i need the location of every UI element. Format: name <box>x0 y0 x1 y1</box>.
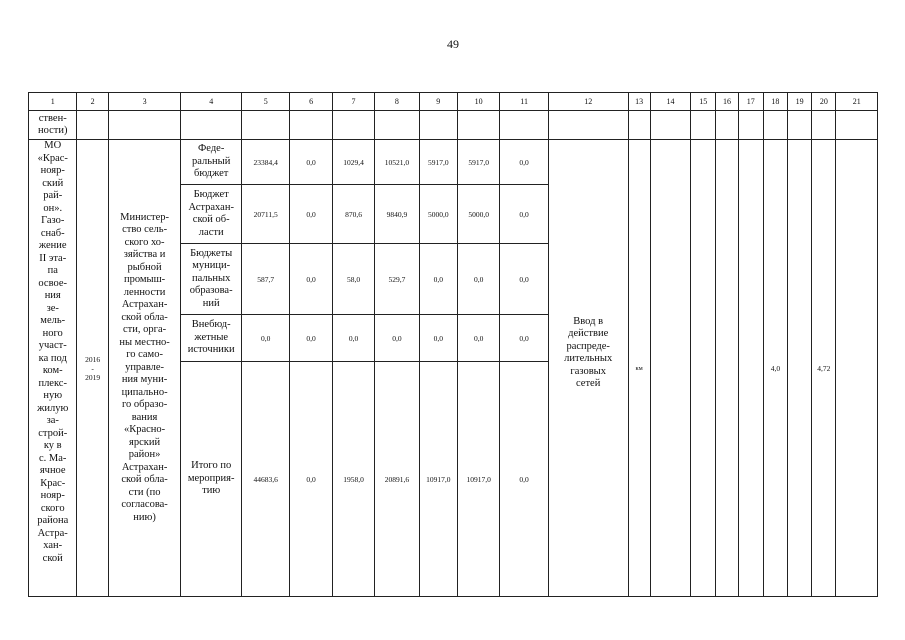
value-cell: 4,0 <box>763 140 787 597</box>
empty-cell <box>108 111 181 140</box>
total-value-cell: 0,0 <box>241 315 289 362</box>
empty-cell <box>738 140 763 597</box>
continuation-row <box>29 111 878 140</box>
empty-cell <box>290 111 332 140</box>
empty-cell <box>763 111 787 140</box>
value-cell: 5000,0 <box>457 185 499 244</box>
value-cell: 0,0 <box>457 315 499 362</box>
column-number: 19 <box>788 93 812 111</box>
value-cell: 0,0 <box>332 315 374 362</box>
value-cell: 5917,0 <box>457 140 499 185</box>
empty-cell <box>181 111 242 140</box>
value-cell: 0,0 <box>500 140 548 185</box>
column-number: 18 <box>763 93 787 111</box>
column-number: 1 <box>29 93 77 111</box>
total-value-cell: 23384,4 <box>241 140 289 185</box>
column-number: 17 <box>738 93 763 111</box>
value-cell: 0,0 <box>419 244 457 315</box>
empty-cell <box>628 111 650 140</box>
column-number: 13 <box>628 93 650 111</box>
project-name-cell: МО «Крас- нояр- ский рай- он». Газо- снаб- жение II эта- па освое- ния зе- мель- ного участ- ка под ком- плекс- ную жилую за- строй- ку в с. Ма- ячное Крас- нояр- ского района Астра- хан- ской <box>29 140 77 597</box>
value-cell: 0,0 <box>290 244 332 315</box>
empty-cell <box>650 140 690 597</box>
value-cell: 4,72 <box>812 140 836 597</box>
empty-cell <box>375 111 419 140</box>
column-number: 10 <box>457 93 499 111</box>
value-cell: 0,0 <box>375 315 419 362</box>
value-cell: 5000,0 <box>419 185 457 244</box>
value-cell: 1029,4 <box>332 140 374 185</box>
empty-cell <box>788 111 812 140</box>
empty-cell <box>548 111 628 140</box>
column-number: 14 <box>650 93 690 111</box>
empty-cell <box>77 111 108 140</box>
value-cell: 0,0 <box>290 185 332 244</box>
value-cell: 1958,0 <box>332 362 374 597</box>
total-value-cell: 44683,6 <box>241 362 289 597</box>
empty-cell <box>788 140 812 597</box>
funding-source-cell: Феде- ральный бюджет <box>181 140 242 185</box>
value-cell: 0,0 <box>457 244 499 315</box>
value-cell: 0,0 <box>500 244 548 315</box>
period-cell: 2016 - 2019 <box>77 140 108 597</box>
value-cell: 20891,6 <box>375 362 419 597</box>
column-number: 21 <box>836 93 878 111</box>
empty-cell <box>716 111 738 140</box>
column-number: 2 <box>77 93 108 111</box>
value-cell: 0,0 <box>500 362 548 597</box>
indicator-cell: Ввод в действие распреде- лительных газовых сетей <box>548 140 628 597</box>
column-number: 3 <box>108 93 181 111</box>
total-value-cell: 587,7 <box>241 244 289 315</box>
table-row <box>29 140 878 185</box>
value-cell: 0,0 <box>290 315 332 362</box>
value-cell: 0,0 <box>500 185 548 244</box>
column-number: 20 <box>812 93 836 111</box>
value-cell: 5917,0 <box>419 140 457 185</box>
value-cell: 10521,0 <box>375 140 419 185</box>
column-number: 16 <box>716 93 738 111</box>
column-number: 4 <box>181 93 242 111</box>
empty-cell <box>716 140 738 597</box>
funding-source-cell: Итого по мероприя- тию <box>181 362 242 597</box>
executor-cell: Министер- ство сель- ского хо- зяйства и рыбной промыш- ленности Астрахан- ской обла- сти, орга- ны местно- го само- управле- ния муни- ципально- го образо- вания «Красно- ярский район» Астрахан- ской обла- сти (по согласова- нию) <box>108 140 181 597</box>
column-number: 5 <box>241 93 289 111</box>
value-cell: 0,0 <box>500 315 548 362</box>
column-number: 11 <box>500 93 548 111</box>
value-cell: 10917,0 <box>457 362 499 597</box>
column-number: 9 <box>419 93 457 111</box>
empty-cell <box>738 111 763 140</box>
empty-cell <box>836 111 878 140</box>
value-cell: 870,6 <box>332 185 374 244</box>
value-cell: 58,0 <box>332 244 374 315</box>
value-cell: 0,0 <box>290 140 332 185</box>
value-cell: 529,7 <box>375 244 419 315</box>
empty-cell <box>650 111 690 140</box>
value-cell: 0,0 <box>290 362 332 597</box>
page-number: 49 <box>447 37 459 51</box>
unit-cell: км <box>628 140 650 597</box>
column-number: 8 <box>375 93 419 111</box>
column-number: 12 <box>548 93 628 111</box>
value-cell: 0,0 <box>419 315 457 362</box>
column-number: 7 <box>332 93 374 111</box>
funding-source-cell: Бюджеты муници- пальных образова- ний <box>181 244 242 315</box>
empty-cell <box>500 111 548 140</box>
column-number: 6 <box>290 93 332 111</box>
column-number: 15 <box>691 93 716 111</box>
value-cell: 10917,0 <box>419 362 457 597</box>
empty-cell <box>691 140 716 597</box>
empty-cell <box>332 111 374 140</box>
program-table <box>28 92 878 597</box>
funding-source-cell: Внебюд- жетные источники <box>181 315 242 362</box>
continuation-text: ствен- ности) <box>29 111 77 140</box>
empty-cell <box>241 111 289 140</box>
value-cell: 9840,9 <box>375 185 419 244</box>
column-number-row <box>29 93 878 111</box>
empty-cell <box>836 140 878 597</box>
funding-source-cell: Бюджет Астрахан- ской об- ласти <box>181 185 242 244</box>
empty-cell <box>457 111 499 140</box>
empty-cell <box>419 111 457 140</box>
empty-cell <box>691 111 716 140</box>
total-value-cell: 20711,5 <box>241 185 289 244</box>
empty-cell <box>812 111 836 140</box>
